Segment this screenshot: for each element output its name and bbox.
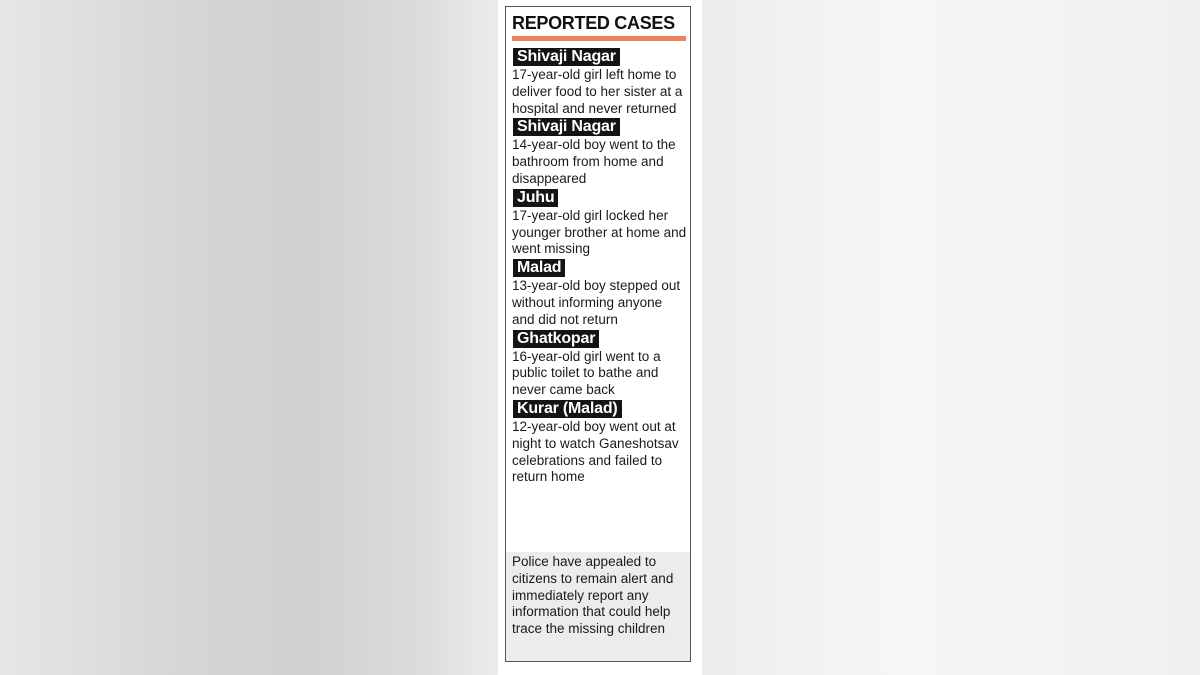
case-description: 12-year-old boy went out at night to watch Ganeshotsav celebrations and failed to return home [512,418,679,485]
police-appeal-note: Police have appealed to citizens to remain alert and immediately report any information that could help trace the missing children [506,552,690,661]
case-location: Shivaji Nagar [513,118,620,136]
case-item [512,400,688,486]
case-description: 16-year-old girl went to a public toilet to bathe and never came back [512,348,661,398]
case-description: 17-year-old girl locked her younger brother at home and went missing [512,207,687,257]
title-underline [512,36,686,41]
case-item [512,330,688,399]
case-location: Shivaji Nagar [513,48,620,66]
case-description: 14-year-old boy went to the bathroom from home and disappeared [512,137,676,186]
case-description: 13-year-old boy stepped out without informing anyone and did not return [512,278,681,327]
case-list [512,48,688,487]
case-location: Kurar (Malad) [513,400,622,418]
reported-cases-box [505,6,691,662]
case-location: Juhu [513,189,558,207]
case-location: Ghatkopar [513,330,599,348]
case-item [512,48,688,117]
case-location: Malad [513,259,565,277]
case-item [512,259,688,328]
case-description: 17-year-old girl left home to deliver food to her sister at a hospital and never returned [512,67,683,116]
case-item [512,118,688,187]
case-item [512,189,688,258]
box-title: REPORTED CASES [512,13,675,33]
